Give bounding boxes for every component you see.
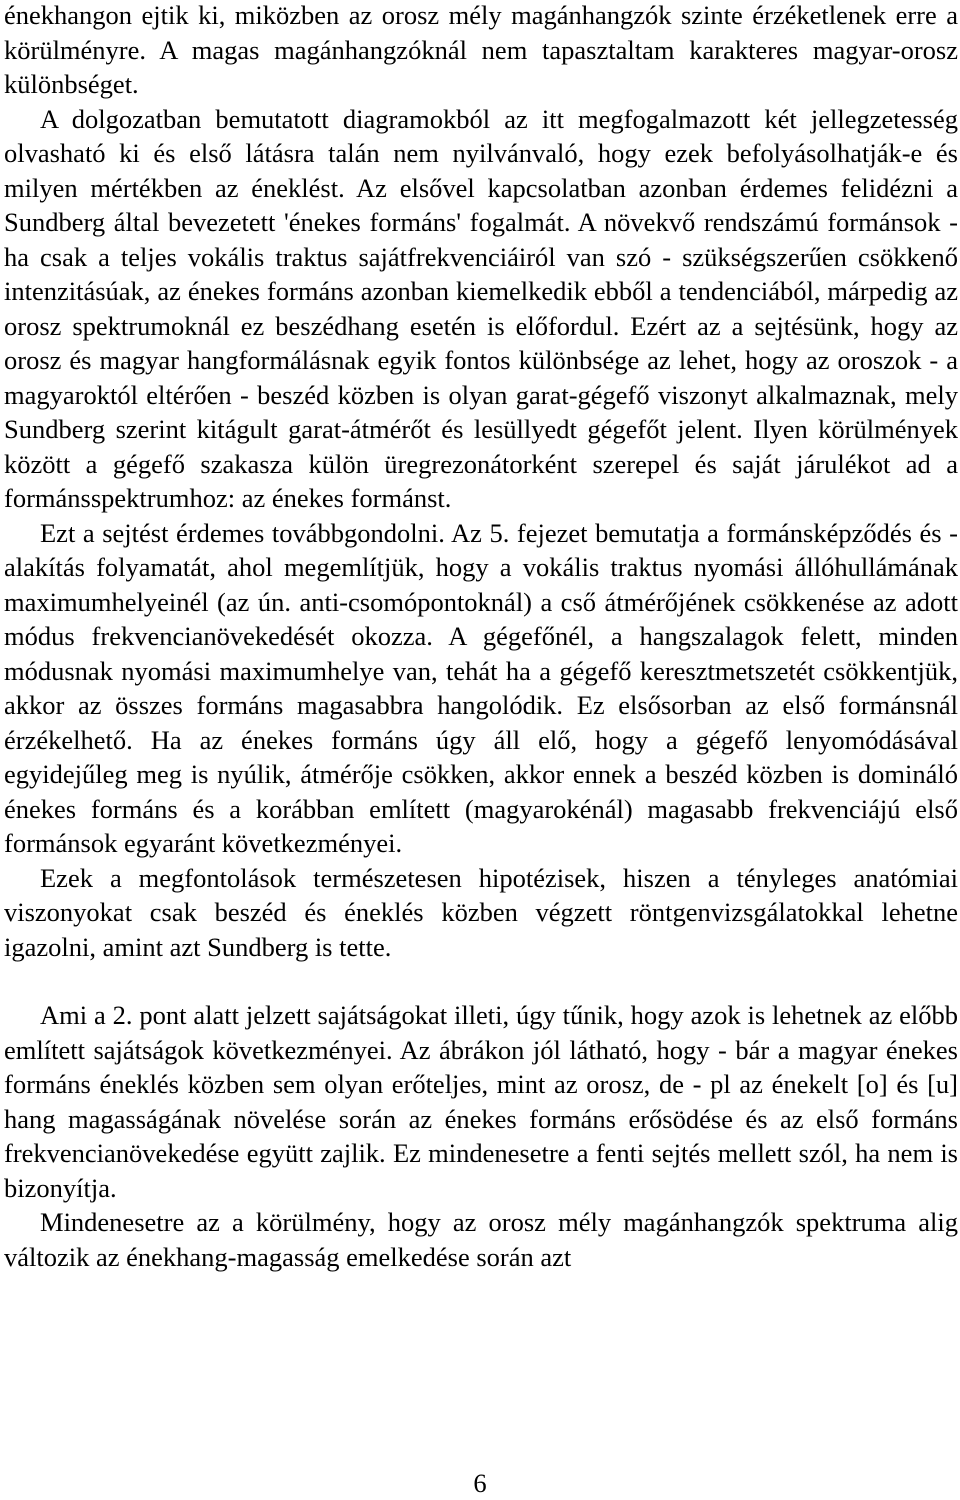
paragraph-point-two: Ami a 2. pont alatt jelzett sajátságokat illeti, úgy tűnik, hogy azok is lehetnek az előbb említett sajátságok következményei. Az ábrákon jól látható, hogy - bár a magyar énekes formáns éneklés közben sem olyan erőteljes, mint az orosz, de - pl az énekelt [o] és [u] hang magasságának növelése során az énekes formáns erősödése és az első formáns frekvencianövekedése együtt zajlik. Ez mindenesetre a fenti sejtés mellett szól, ha nem is bizonyítja. — [4, 1000, 958, 1203]
paragraph-continuation: énekhangon ejtik ki, miközben az orosz mély magánhangzók szinte érzéketlenek erre a körülményre. A magas magánhangzóknál nem tapasztaltam karakteres magyar-orosz különbséget. — [4, 0, 958, 99]
document-page — [4, 0, 958, 1274]
page-number: 6 — [473, 1468, 487, 1498]
paragraph-hypotheses: Ezek a megfontolások természetesen hipotézisek, hiszen a tényleges anatómiai viszonyokat csak beszéd és éneklés közben végzett röntgenvizsgálatokkal lehetne igazolni, amint azt Sundberg is tette. — [4, 862, 958, 962]
paragraph-formant-formation: Ezt a sejtést érdemes továbbgondolni. Az 5. fejezet bemutatja a formánsképződés és -alakítás folyamatát, ahol megemlítjük, hogy a vokális traktus nyomási állóhullámának maximumhelyeinél (az ún. anti-csomópontoknál) a cső átmérőjének csökkenése az adott módus frekvencianövekedését okozza. A gégefőnél, a hangszalagok felett, minden módusnak nyomási maximumhelye van, tehát ha a gégefő keresztmetszetét csökkentjük, akkor az összes formáns magasabbra hangolódik. Ez elsősorban az első formánsnál érzékelhető. Ha az énekes formáns úgy áll elő, hogy a gégefő lenyomódásával egyidejűleg meg is nyúlik, átmérője csökken, akkor ennek a beszéd közben is domináló énekes formáns és a korábban említett (magyarokénál) magasabb frekvenciájú első formánsok egyaránt következményei. — [4, 517, 958, 858]
paragraph-deep-vowels: Mindenesetre az a körülmény, hogy az orosz mély magánhangzók spektruma alig változik az énekhang-magasság emelkedése során azt — [4, 1207, 958, 1272]
paragraph-diagram-features: A dolgozatban bemutatott diagramokból az itt megfogalmazott két jellegzetesség olvasható ki és első látásra talán nem nyilvánvaló, hogy ezek befolyásolhatják-e és milyen mértékben az éneklést. Az elsővel kapcsolatban azonban érdemes felidézni a Sundberg által bevezetett 'énekes formáns' fogalmát. A növekvő rendszámú formánsok - ha csak a teljes vokális traktus sajátfrekvenciáiról van szó - szükségszerűen csökkenő intenzitásúak, az énekes formáns azonban kiemelkedik ebből a tendenciából, márpedig az orosz spektrumoknál ez beszédhang esetén is előfordul. Ezért az a sejtésünk, hogy az orosz és magyar hangformálásnak egyik fontos különbsége az lehet, hogy az oroszok - a magyaroktól eltérően - beszéd közben is olyan garat-gégefő viszonyt alkalmaznak, mely Sundberg szerint kitágult garat-átmérőt és lesüllyedt gégefőt jelent. Ilyen körülmények között a gégefő szakasza külön üregrezonátorként szerepel és saját járulékot ad a formánsspektrumhoz: az énekes formánst. — [4, 103, 958, 513]
paragraph-gap — [4, 964, 958, 998]
